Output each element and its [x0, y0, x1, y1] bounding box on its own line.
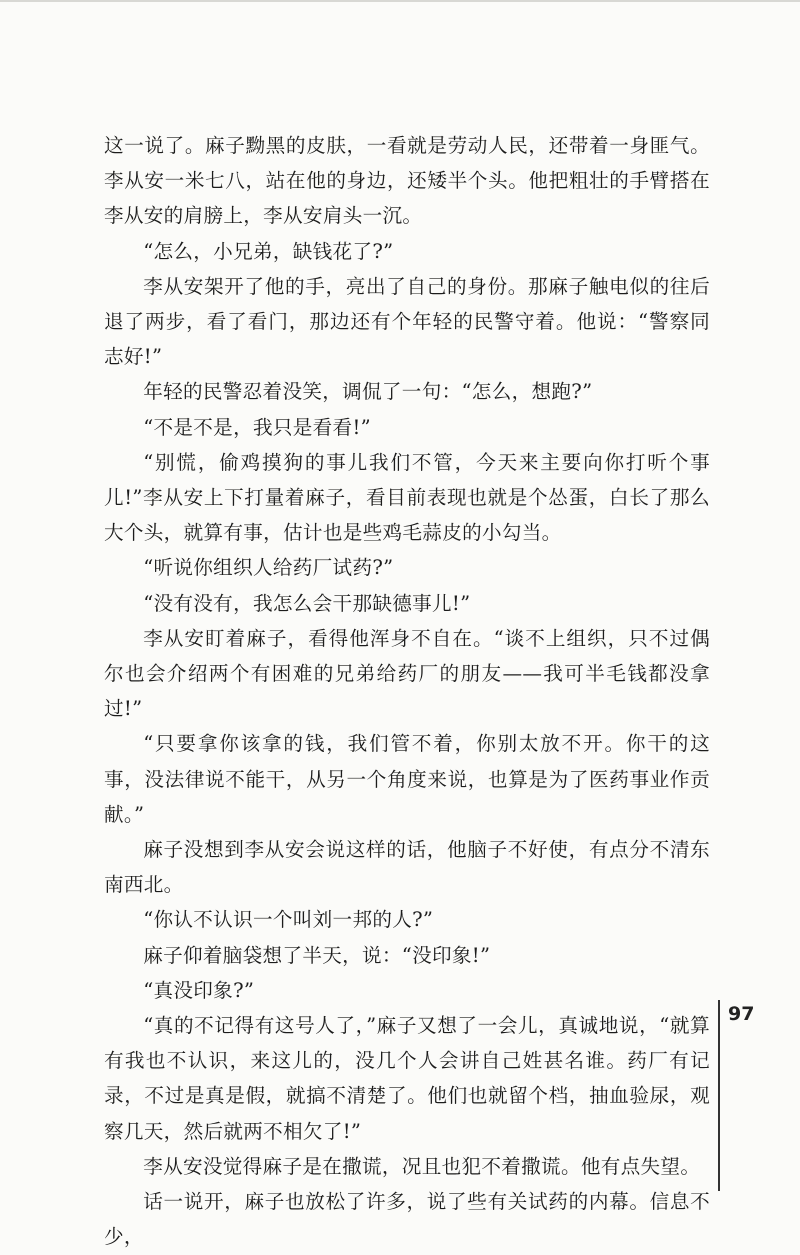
paragraph: “听说你组织人给药厂试药?” — [143, 556, 394, 580]
paragraph: “只要拿你该拿的钱，我们管不着，你别太放不开。你干的这事，没法律说不能干，从另一个角度来说，也算是为了医药事业作贡献。” — [104, 732, 710, 826]
page-number: 97 — [728, 1003, 755, 1025]
paragraph: 李从安没觉得麻子是在撒谎，况且也犯不着撒谎。他有点失望。 — [143, 1154, 701, 1178]
paragraph: “没有没有，我怎么会干那缺德事儿!” — [143, 591, 471, 615]
paragraph: “真没印象?” — [143, 978, 255, 1002]
top-edge-rule — [0, 0, 800, 2]
paragraph: 李从安盯着麻子，看得他浑身不自在。“谈不上组织，只不过偶尔也会介绍两个有困难的兄弟给药厂的朋友——我可半毛钱都没拿过!” — [104, 626, 710, 721]
paragraph: “怎么，小兄弟，缺钱花了?” — [143, 239, 394, 263]
paragraph: “别慌，偷鸡摸狗的事儿我们不管，今天来主要向你打听个事儿!”李从安上下打量着麻子，看目前表现也就是个怂蛋，白长了那么大个头，就算有事，估计也是些鸡毛蒜皮的小勾当。 — [104, 450, 710, 545]
paragraph: 年轻的民警忍着没笑，调侃了一句：“怎么，想跑?” — [143, 380, 593, 404]
page-number-rule — [718, 1000, 720, 1191]
paragraph: 话一说开，麻子也放松了许多，说了些有关试药的内幕。信息不少， — [104, 1190, 710, 1249]
paragraph: “你认不认识一个叫刘一邦的人?” — [143, 908, 434, 932]
paragraph: “真的不记得有这号人了，”麻子又想了一会儿，真诚地说，“就算有我也不认识，来这儿的，没几个人会讲自己姓甚名谁。药厂有记录，不过是真是假，就搞不清楚了。他们也就留个档，抽血验尿，观察几天，然后就两不相欠了!” — [104, 1014, 710, 1143]
paragraph: 李从安架开了他的手，亮出了自己的身份。那麻子触电似的往后退了两步，看了看门，那边还有个年轻的民警守着。他说：“警察同志好!” — [104, 274, 710, 369]
paragraph: 麻子仰着脑袋想了半天，说：“没印象!” — [143, 943, 491, 967]
paragraph: 这一说了。麻子黝黑的皮肤，一看就是劳动人民，还带着一身匪气。李从安一米七八，站在他的身边，还矮半个头。他把粗壮的手臂搭在李从安的肩膀上，李从安肩头一沉。 — [104, 134, 710, 228]
paragraph: “不是不是，我只是看看!” — [143, 415, 371, 439]
body-text — [104, 128, 710, 1255]
paragraph: 麻子没想到李从安会说这样的话，他脑子不好使，有点分不清东南西北。 — [104, 838, 710, 897]
